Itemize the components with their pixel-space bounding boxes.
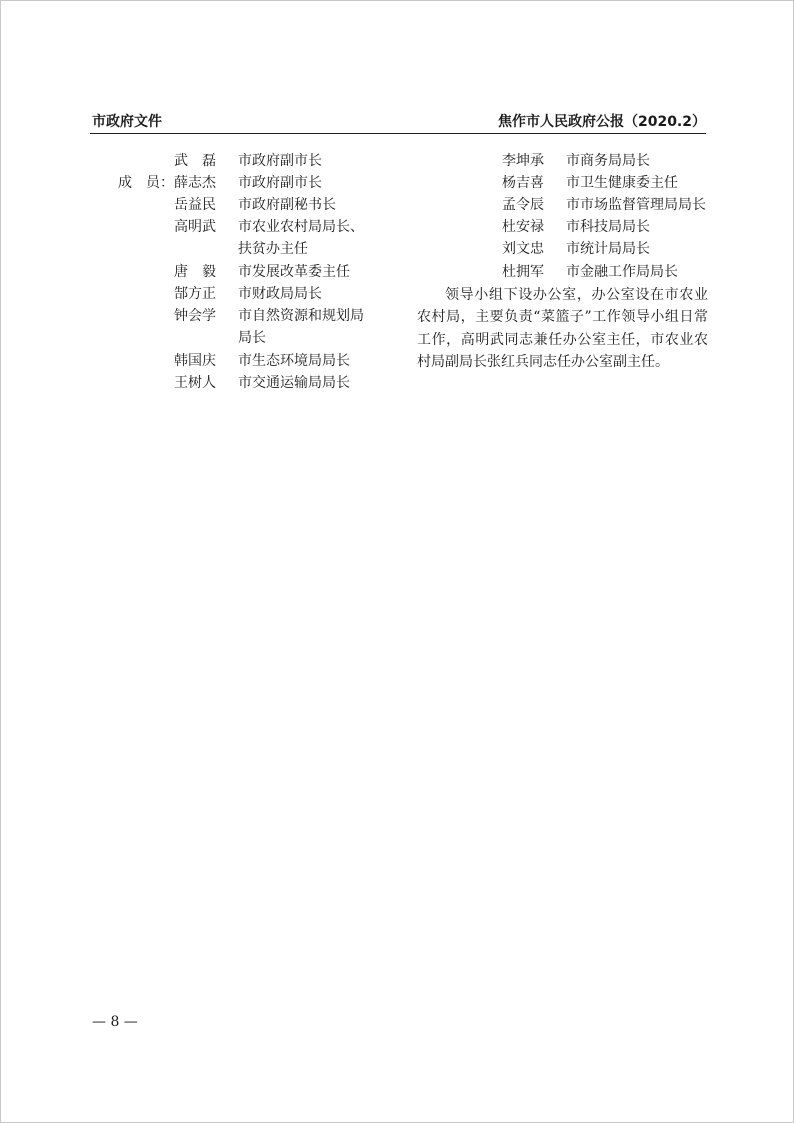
member-position: 市政府副秘书长: [238, 197, 336, 213]
member-position-continued: 扶贫办主任: [238, 241, 308, 257]
member-name: 高明武: [174, 219, 216, 235]
member-name: 刘文忠: [502, 241, 544, 257]
member-name: 杜拥军: [502, 264, 544, 280]
member-name: 王树人: [174, 375, 216, 391]
member-name: 李坤承: [502, 153, 544, 169]
member-name: 孟令辰: [502, 197, 544, 213]
member-name: 岳益民: [174, 197, 216, 213]
member-position: 市商务局局长: [566, 153, 650, 169]
member-name: 韩国庆: [174, 353, 216, 369]
header-section-label: 市政府文件: [92, 114, 162, 130]
member-position: 市交通运输局局长: [238, 375, 350, 391]
member-position: 市财政局局长: [238, 286, 322, 302]
member-position: 市科技局局长: [566, 219, 650, 235]
member-position-continued: 局长: [238, 330, 266, 346]
header-rule: [90, 133, 706, 134]
member-name: 杨吉喜: [502, 175, 544, 191]
member-name: 薛志杰: [174, 175, 216, 191]
member-position: 市政府副市长: [238, 153, 322, 169]
member-position: 市卫生健康委主任: [566, 175, 678, 191]
member-name: 钟会学: [174, 308, 216, 324]
header-publication-title: 焦作市人民政府公报（2020.2）: [497, 114, 706, 130]
member-position: 市自然资源和规划局: [238, 308, 364, 324]
member-position: 市发展改革委主任: [238, 264, 350, 280]
member-position: 市农业农村局局长、: [238, 219, 364, 235]
member-name: 唐 毅: [174, 264, 216, 280]
member-name: 郜方正: [174, 286, 216, 302]
member-name: 武 磊: [174, 153, 216, 169]
member-position: 市金融工作局局长: [566, 264, 678, 280]
role-label: 成 员：: [118, 175, 174, 191]
member-name: 杜安禄: [502, 219, 544, 235]
member-position: 市政府副市长: [238, 175, 322, 191]
member-position: 市市场监督管理局局长: [566, 197, 706, 213]
member-position: 市统计局局长: [566, 241, 650, 257]
page-number: — 8 —: [92, 1014, 138, 1030]
office-paragraph: 领导小组下设办公室，办公室设在市农业农村局，主要负责“菜篮子”工作领导小组日常工作，高明武同志兼任办公室主任，市农业农村局副局长张红兵同志任办公室副主任。: [417, 287, 708, 370]
member-position: 市生态环境局局长: [238, 353, 350, 369]
